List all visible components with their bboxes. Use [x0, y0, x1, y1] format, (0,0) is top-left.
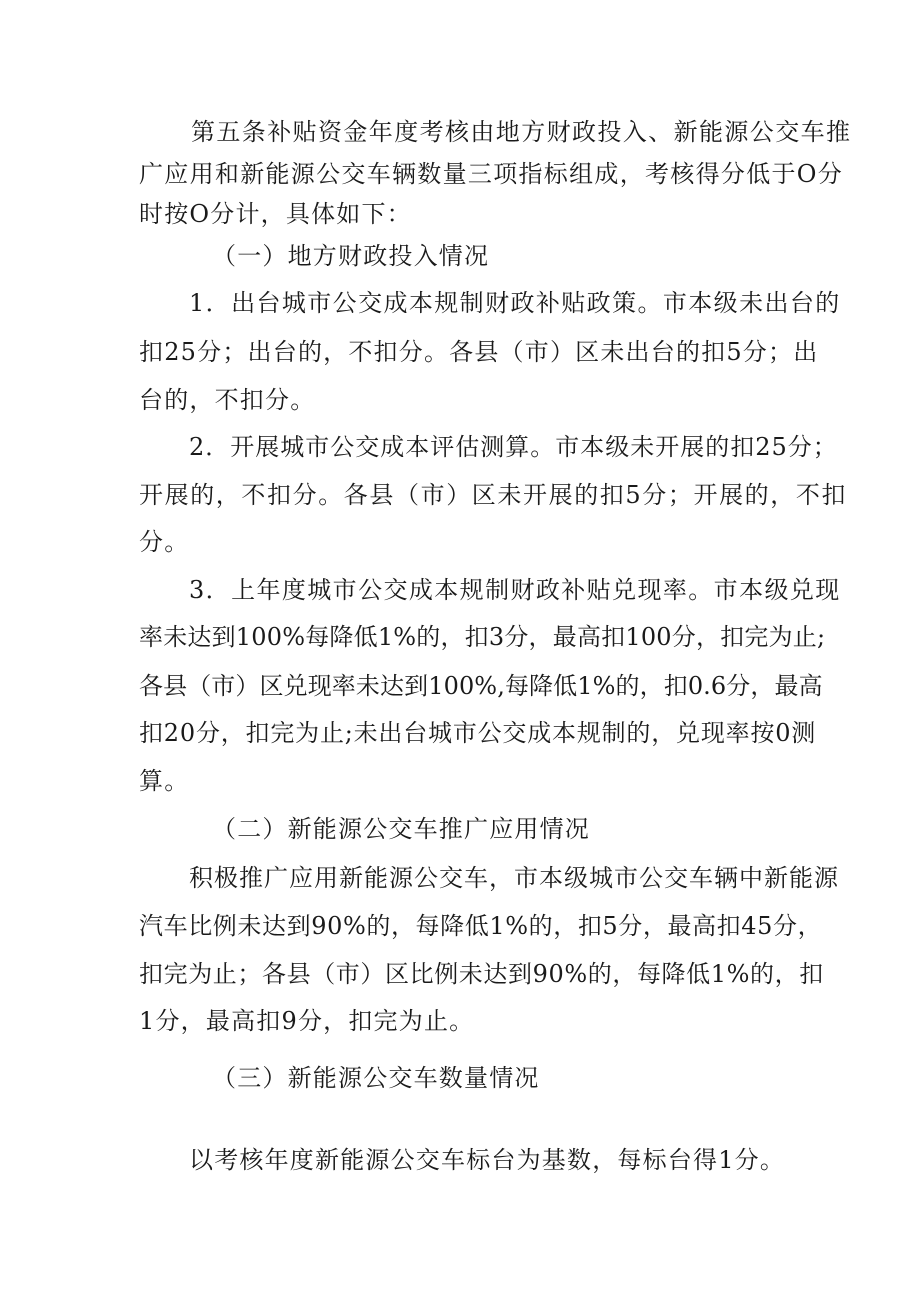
paragraph-line-2: 广应用和新能源公交车辆数量三项指标组成，考核得分低于O分 [139, 160, 844, 188]
paragraph-line-7: 台的，不扣分。 [139, 386, 316, 414]
section-heading-2: （二）新能源公交车推广应用情况 [212, 815, 590, 843]
paragraph-line-9: 开展的，不扣分。各县（市）区未开展的扣5分；开展的，不扣 [139, 481, 848, 509]
paragraph-line-18: 汽车比例未达到90%的，每降低1%的，扣5分，最高扣45分， [139, 912, 823, 940]
paragraph-line-15: 算。 [139, 767, 190, 795]
paragraph-line-13: 各县（市）区兑现率未达到100%,每降低1%的，扣0.6分，最高 [139, 672, 823, 700]
paragraph-line-17: 积极推广应用新能源公交车，市本级城市公交车辆中新能源 [189, 864, 839, 892]
paragraph-line-5: 1．出台城市公交成本规制财政补贴政策。市本级未出台的 [189, 289, 841, 317]
paragraph-line-11: 3．上年度城市公交成本规制财政补贴兑现率。市本级兑现 [189, 576, 841, 604]
paragraph-line-19: 扣完为止；各县（市）区比例未达到90%的，每降低1%的，扣 [139, 960, 824, 988]
paragraph-line-8: 2．开展城市公交成本评估测算。市本级未开展的扣25分； [189, 433, 838, 461]
paragraph-line-10: 分。 [139, 528, 190, 556]
paragraph-line-14: 扣20分，扣完为止;未出台城市公交成本规制的，兑现率按0测 [139, 719, 817, 747]
paragraph-line-1: 第五条补贴资金年度考核由地方财政投入、新能源公交车推 [191, 118, 852, 146]
paragraph-line-6: 扣25分；出台的，不扣分。各县（市）区未出台的扣5分；出 [139, 338, 819, 366]
section-heading-3: （三）新能源公交车数量情况 [212, 1064, 540, 1092]
paragraph-line-20: 1分，最高扣9分，扣完为止。 [139, 1007, 475, 1035]
paragraph-line-22: 以考核年度新能源公交车标台为基数，每标台得1分。 [189, 1146, 786, 1174]
paragraph-line-3: 时按O分计，具体如下： [139, 200, 412, 228]
paragraph-line-12: 率未达到100%每降低1%的，扣3分，最高扣100分，扣完为止; [139, 623, 826, 651]
section-heading-1: （一）地方财政投入情况 [212, 242, 490, 270]
